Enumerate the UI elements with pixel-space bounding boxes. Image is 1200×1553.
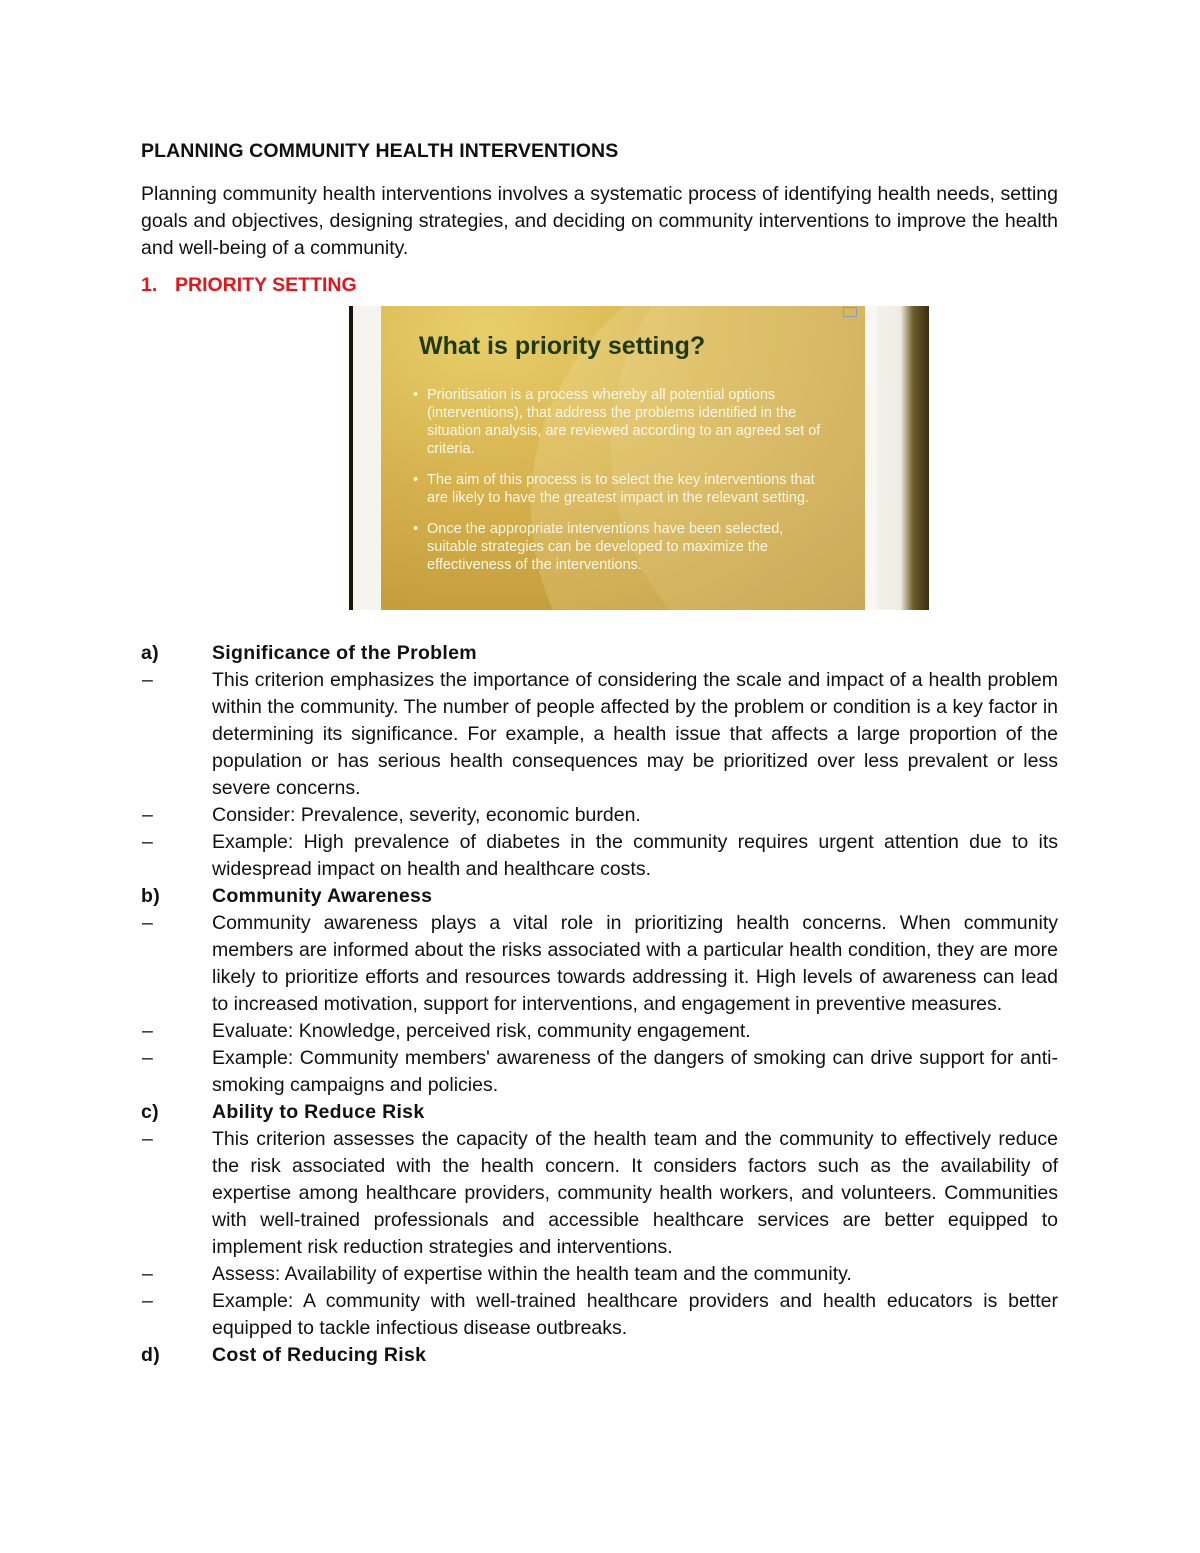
criterion-point: – Example: Community members' awareness of the dangers of smoking can drive support for anti-smoking campaigns and policies. [142, 1047, 1058, 1096]
section-number: 1. [141, 274, 158, 296]
slide-title: What is priority setting? [419, 332, 706, 360]
slide-bullet: • The aim of this process is to select the key interventions that are likely to have the greatest impact in the relevant setting. [411, 471, 831, 507]
section-title: PRIORITY SETTING [175, 274, 357, 296]
criterion-point: – This criterion emphasizes the importance of considering the scale and impact of a health problem within the community. The number of people affected by the problem or condition is a key factor in determining its significance. For example, a health issue that affects a large proportion of the population or has serious health consequences may be prioritized over less prevalent or less severe concerns. [142, 669, 1058, 799]
priority-setting-slide-image [349, 306, 929, 610]
slide-bullet: • Prioritisation is a process whereby all potential options (interventions), that address the problems identified in the situation analysis, are reviewed according to an agreed set of criteria. [411, 386, 831, 458]
criterion-point: – This criterion assesses the capacity of the health team and the community to effectively reduce the risk associated with the health concern. It considers factors such as the availability of expertise among healthcare providers, community health workers, and volunteers. Communities with well-trained professionals and accessible healthcare services are better equipped to implement risk reduction strategies and interventions. [142, 1128, 1058, 1258]
slideplayer-logo-icon [843, 306, 861, 318]
criterion-point: – Consider: Prevalence, severity, economic burden. [142, 804, 641, 826]
intro-paragraph: Planning community health interventions involves a systematic process of identifying health needs, setting goals and objectives, designing strategies, and deciding on community interventions to improve the health and well-being of a community. [141, 183, 1058, 259]
criterion-heading: d) Cost of Reducing Risk [141, 1344, 427, 1366]
side-photo [877, 306, 929, 610]
criterion-heading: b) Community Awareness [141, 885, 433, 907]
criterion-point: – Example: High prevalence of diabetes in the community requires urgent attention due to its widespread impact on health and healthcare costs. [142, 831, 1058, 880]
criterion-point: – Example: A community with well-trained healthcare providers and health educators is better equipped to tackle infectious disease outbreaks. [142, 1290, 1058, 1339]
document-page [141, 140, 1058, 1366]
document-title: PLANNING COMMUNITY HEALTH INTERVENTIONS [141, 140, 619, 162]
criterion-heading: a) Significance of the Problem [141, 642, 477, 664]
criterion-point: – Assess: Availability of expertise within the health team and the community. [142, 1263, 852, 1285]
criterion-point: – Evaluate: Knowledge, perceived risk, community engagement. [142, 1020, 751, 1042]
criterion-point: – Community awareness plays a vital role in prioritizing health concerns. When community members are informed about the risks associated with a particular health condition, they are more likely to prioritize efforts and resources towards addressing it. High levels of awareness can lead to increased motivation, support for interventions, and engagement in preventive measures. [142, 912, 1058, 1015]
slide-bullet: • Once the appropriate interventions have been selected, suitable strategies can be developed to maximize the effectiveness of the interventions. [411, 520, 831, 574]
slide [381, 306, 865, 610]
slide-bullets [411, 386, 831, 587]
criterion-heading: c) Ability to Reduce Risk [141, 1101, 425, 1123]
section-heading [141, 274, 1058, 297]
criteria-list [141, 640, 1058, 1369]
